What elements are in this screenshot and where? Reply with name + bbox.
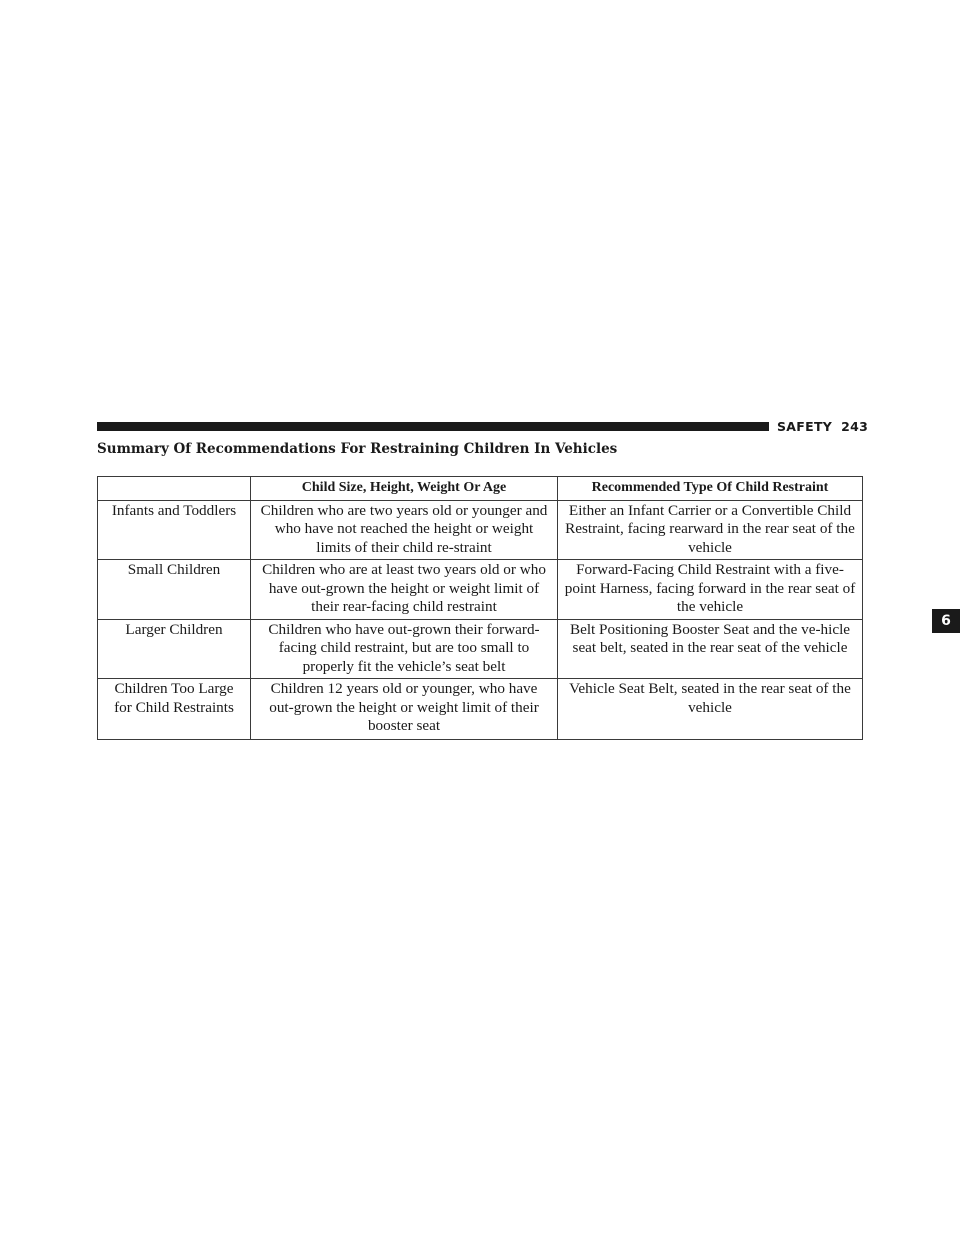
recommendations-table (97, 476, 863, 740)
cell-category: Children Too Large for Child Restraints (98, 679, 251, 740)
cell-restraint: Vehicle Seat Belt, seated in the rear seat of the vehicle (558, 679, 863, 740)
header-rule (97, 422, 769, 431)
cell-size: Children 12 years old or younger, who have out-grown the height or weight limit of their booster seat (251, 679, 558, 740)
column-header-category (98, 477, 251, 501)
table-row (98, 679, 863, 740)
section-name: SAFETY (777, 419, 833, 434)
cell-restraint: Forward-Facing Child Restraint with a five-point Harness, facing forward in the rear seat of the vehicle (558, 560, 863, 620)
cell-size: Children who are at least two years old or who have out-grown the height or weight limit of their rear-facing child restraint (251, 560, 558, 620)
cell-size: Children who are two years old or younger and who have not reached the height or weight limits of their child re-straint (251, 500, 558, 560)
table-header-row (98, 477, 863, 501)
cell-category: Infants and Toddlers (98, 500, 251, 560)
page-number: 243 (841, 419, 869, 434)
cell-category: Small Children (98, 560, 251, 620)
running-header (777, 419, 877, 434)
table-row (98, 500, 863, 560)
cell-size: Children who have out-grown their forward-facing child restraint, but are too small to properly fit the vehicle’s seat belt (251, 619, 558, 679)
page-title: Summary Of Recommendations For Restraining Children In Vehicles (97, 441, 618, 457)
cell-restraint: Belt Positioning Booster Seat and the ve-hicle seat belt, seated in the rear seat of the vehicle (558, 619, 863, 679)
cell-category: Larger Children (98, 619, 251, 679)
table-row (98, 619, 863, 679)
column-header-restraint: Recommended Type Of Child Restraint (558, 477, 863, 501)
chapter-tab: 6 (932, 609, 960, 633)
cell-restraint: Either an Infant Carrier or a Convertible Child Restraint, facing rearward in the rear seat of the vehicle (558, 500, 863, 560)
table-row (98, 560, 863, 620)
column-header-size: Child Size, Height, Weight Or Age (251, 477, 558, 501)
